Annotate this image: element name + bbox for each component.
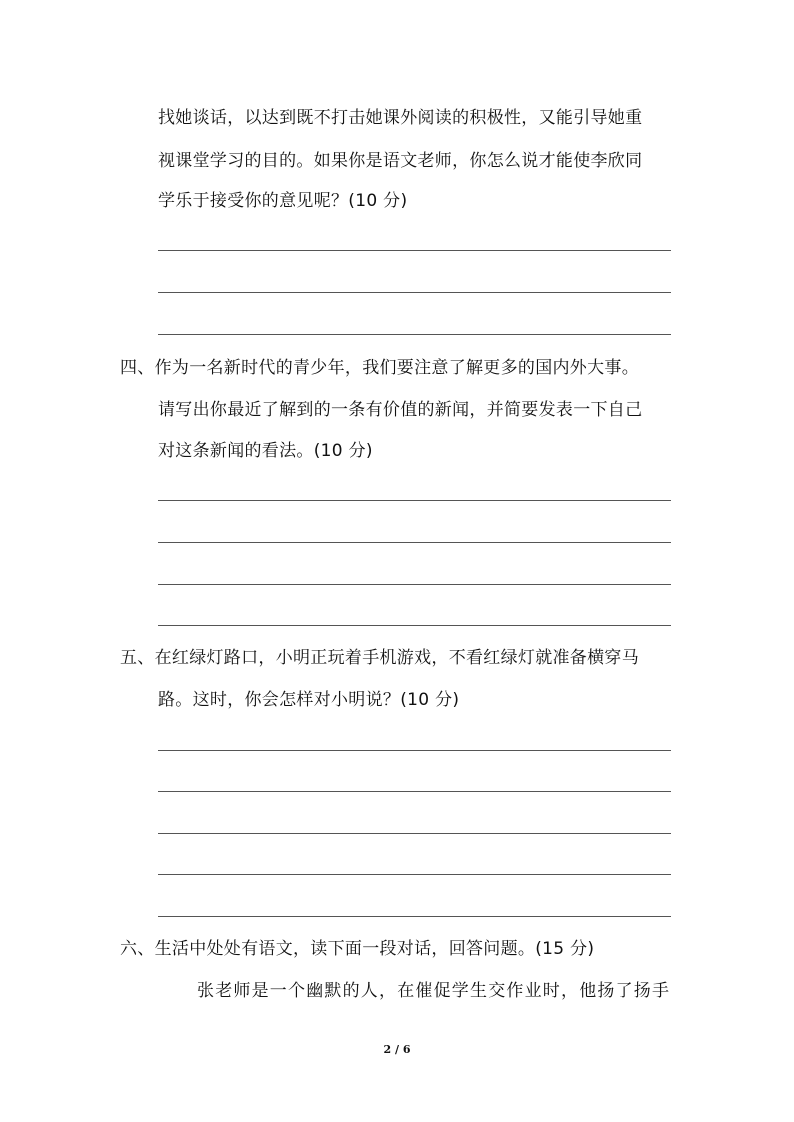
question-5-line-2: 路。这时，你会怎样对小明说？(10 分) [158,690,460,710]
question-4-line-3: 对这条新闻的看法。(10 分) [158,441,373,461]
answer-line[interactable] [158,542,671,543]
answer-line[interactable] [158,791,671,792]
page-number: 2 / 6 [383,1043,411,1056]
question-4-line-2: 请写出你最近了解到的一条有价值的新闻，并简要发表一下自己 [158,400,643,420]
question-6-passage: 张老师是一个幽默的人，在催促学生交作业时，他扬了扬手 [197,981,671,1001]
question-3-line-3: 学乐于接受你的意见呢？(10 分) [158,191,408,211]
answer-line[interactable] [158,584,671,585]
answer-line[interactable] [158,916,671,917]
answer-line[interactable] [158,292,671,293]
question-3-line-2: 视课堂学习的目的。如果你是语文老师，你怎么说才能使李欣同 [158,151,643,171]
question-6-line-1: 六、生活中处处有语文，读下面一段对话，回答问题。(15 分) [120,939,595,959]
question-4-line-1: 四、作为一名新时代的青少年，我们要注意了解更多的国内外大事。 [120,358,639,378]
question-3-line-1: 找她谈话，以达到既不打击她课外阅读的积极性，又能引导她重 [158,108,643,128]
answer-line[interactable] [158,250,671,251]
answer-line[interactable] [158,625,671,626]
answer-line[interactable] [158,334,671,335]
answer-line[interactable] [158,874,671,875]
answer-line[interactable] [158,833,671,834]
answer-line[interactable] [158,750,671,751]
answer-line[interactable] [158,500,671,501]
question-5-line-1: 五、在红绿灯路口，小明正玩着手机游戏，不看红绿灯就准备横穿马 [120,648,639,668]
